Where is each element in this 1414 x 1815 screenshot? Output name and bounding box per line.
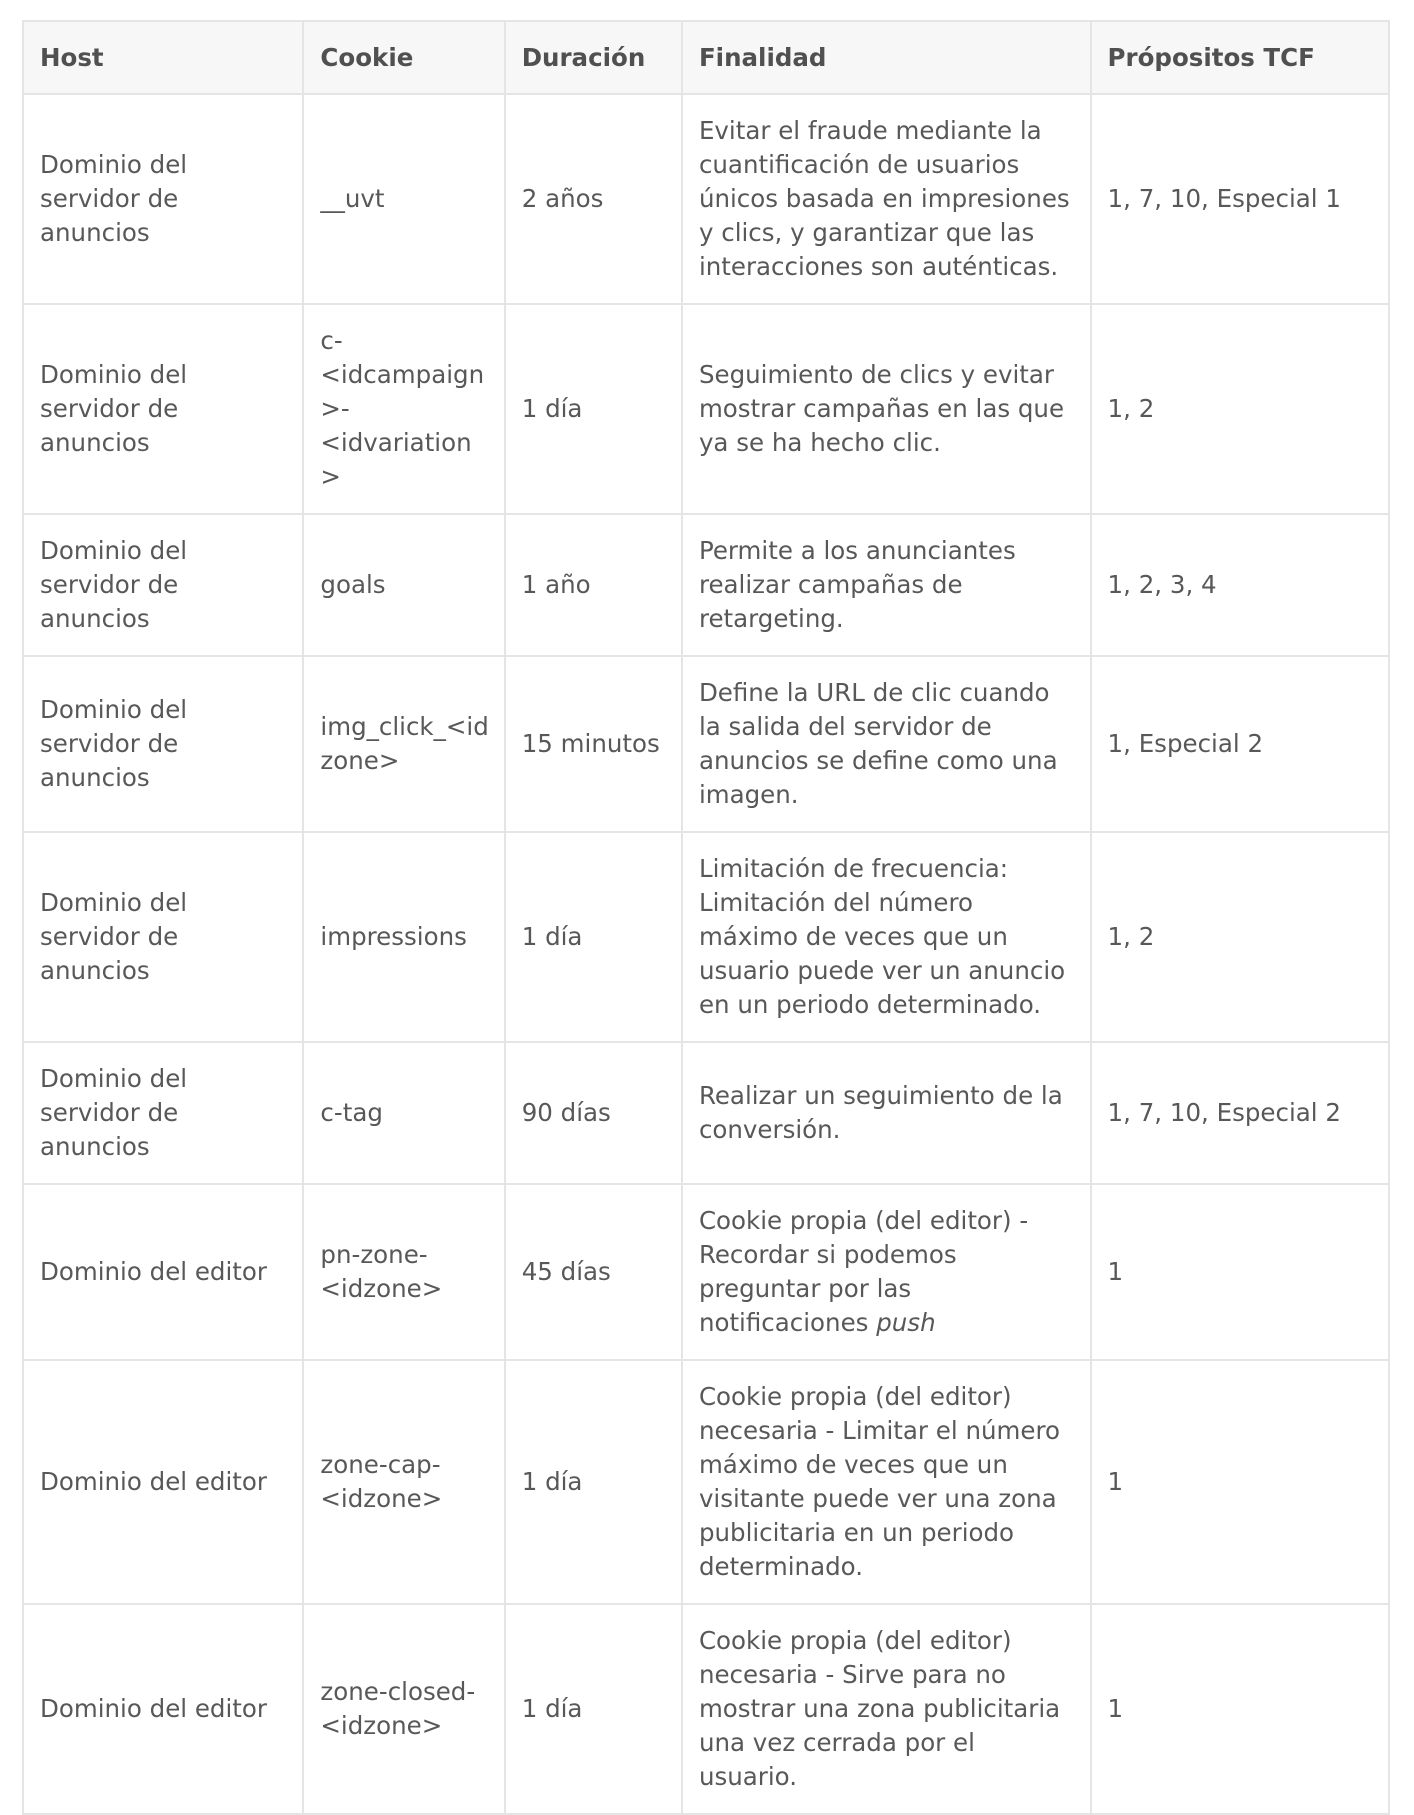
header-cookie: Cookie	[303, 21, 504, 94]
cell-tcf: 1	[1091, 1184, 1389, 1360]
cell-duracion: 1 día	[505, 1604, 682, 1814]
table-row	[23, 514, 1389, 656]
cell-finalidad: Realizar un seguimiento de la conversión.	[682, 1042, 1091, 1184]
cell-tcf: 1, 7, 10, Especial 2	[1091, 1042, 1389, 1184]
table-header-row	[23, 21, 1389, 94]
cell-finalidad: Seguimiento de clics y evitar mostrar campañas en las que ya se ha hecho clic.	[682, 304, 1091, 514]
table-row	[23, 1360, 1389, 1604]
header-duracion: Duración	[505, 21, 682, 94]
cookie-table	[22, 20, 1390, 1815]
cell-host: Dominio del servidor de anuncios	[23, 1042, 303, 1184]
cell-finalidad: Evitar el fraude mediante la cuantificación de usuarios únicos basada en impresiones y clics, y garantizar que las interacciones son auténticas.	[682, 94, 1091, 304]
header-tcf: Própositos TCF	[1091, 21, 1389, 94]
cell-tcf: 1	[1091, 1604, 1389, 1814]
cell-cookie: c-<idcampaign>-<idvariation>	[303, 304, 504, 514]
cell-finalidad: Define la URL de clic cuando la salida del servidor de anuncios se define como una imagen.	[682, 656, 1091, 832]
cell-cookie: pn-zone-<idzone>	[303, 1184, 504, 1360]
cell-finalidad: Permite a los anunciantes realizar campañas de retargeting.	[682, 514, 1091, 656]
table-row	[23, 832, 1389, 1042]
table-row	[23, 304, 1389, 514]
cell-tcf: 1, Especial 2	[1091, 656, 1389, 832]
cell-host: Dominio del servidor de anuncios	[23, 94, 303, 304]
header-finalidad: Finalidad	[682, 21, 1091, 94]
cell-host: Dominio del editor	[23, 1184, 303, 1360]
cell-cookie: c-tag	[303, 1042, 504, 1184]
cell-cookie: zone-cap-<idzone>	[303, 1360, 504, 1604]
cell-finalidad: Cookie propia (del editor) necesaria - Sirve para no mostrar una zona publicitaria una vez cerrada por el usuario.	[682, 1604, 1091, 1814]
cell-duracion: 15 minutos	[505, 656, 682, 832]
cell-host: Dominio del servidor de anuncios	[23, 656, 303, 832]
cell-duracion: 2 años	[505, 94, 682, 304]
cell-host: Dominio del servidor de anuncios	[23, 832, 303, 1042]
header-host: Host	[23, 21, 303, 94]
cell-cookie: img_click_<idzone>	[303, 656, 504, 832]
cell-host: Dominio del servidor de anuncios	[23, 304, 303, 514]
cell-tcf: 1, 2	[1091, 304, 1389, 514]
table-row	[23, 1604, 1389, 1814]
table-row	[23, 1184, 1389, 1360]
finalidad-text: Cookie propia (del editor) - Recordar si podemos preguntar por las notificaciones	[698, 1206, 1029, 1337]
table-row	[23, 1042, 1389, 1184]
cell-cookie: impressions	[303, 832, 504, 1042]
cell-duracion: 1 día	[505, 832, 682, 1042]
cell-duracion: 1 día	[505, 1360, 682, 1604]
cell-duracion: 45 días	[505, 1184, 682, 1360]
cell-finalidad: Limitación de frecuencia: Limitación del número máximo de veces que un usuario puede ver un anuncio en un periodo determinado.	[682, 832, 1091, 1042]
cell-tcf: 1, 2	[1091, 832, 1389, 1042]
cell-duracion: 90 días	[505, 1042, 682, 1184]
cell-tcf: 1	[1091, 1360, 1389, 1604]
finalidad-emphasis: push	[876, 1308, 936, 1337]
cell-cookie: goals	[303, 514, 504, 656]
cell-duracion: 1 año	[505, 514, 682, 656]
cell-host: Dominio del editor	[23, 1360, 303, 1604]
cell-tcf: 1, 2, 3, 4	[1091, 514, 1389, 656]
cell-tcf: 1, 7, 10, Especial 1	[1091, 94, 1389, 304]
cell-finalidad: Cookie propia (del editor) necesaria - Limitar el número máximo de veces que un visitante puede ver una zona publicitaria en un periodo determinado.	[682, 1360, 1091, 1604]
cell-cookie: zone-closed-<idzone>	[303, 1604, 504, 1814]
cell-duracion: 1 día	[505, 304, 682, 514]
table-row	[23, 656, 1389, 832]
cell-host: Dominio del editor	[23, 1604, 303, 1814]
cell-host: Dominio del servidor de anuncios	[23, 514, 303, 656]
table-row	[23, 94, 1389, 304]
cell-cookie: __uvt	[303, 94, 504, 304]
cell-finalidad	[682, 1184, 1091, 1360]
